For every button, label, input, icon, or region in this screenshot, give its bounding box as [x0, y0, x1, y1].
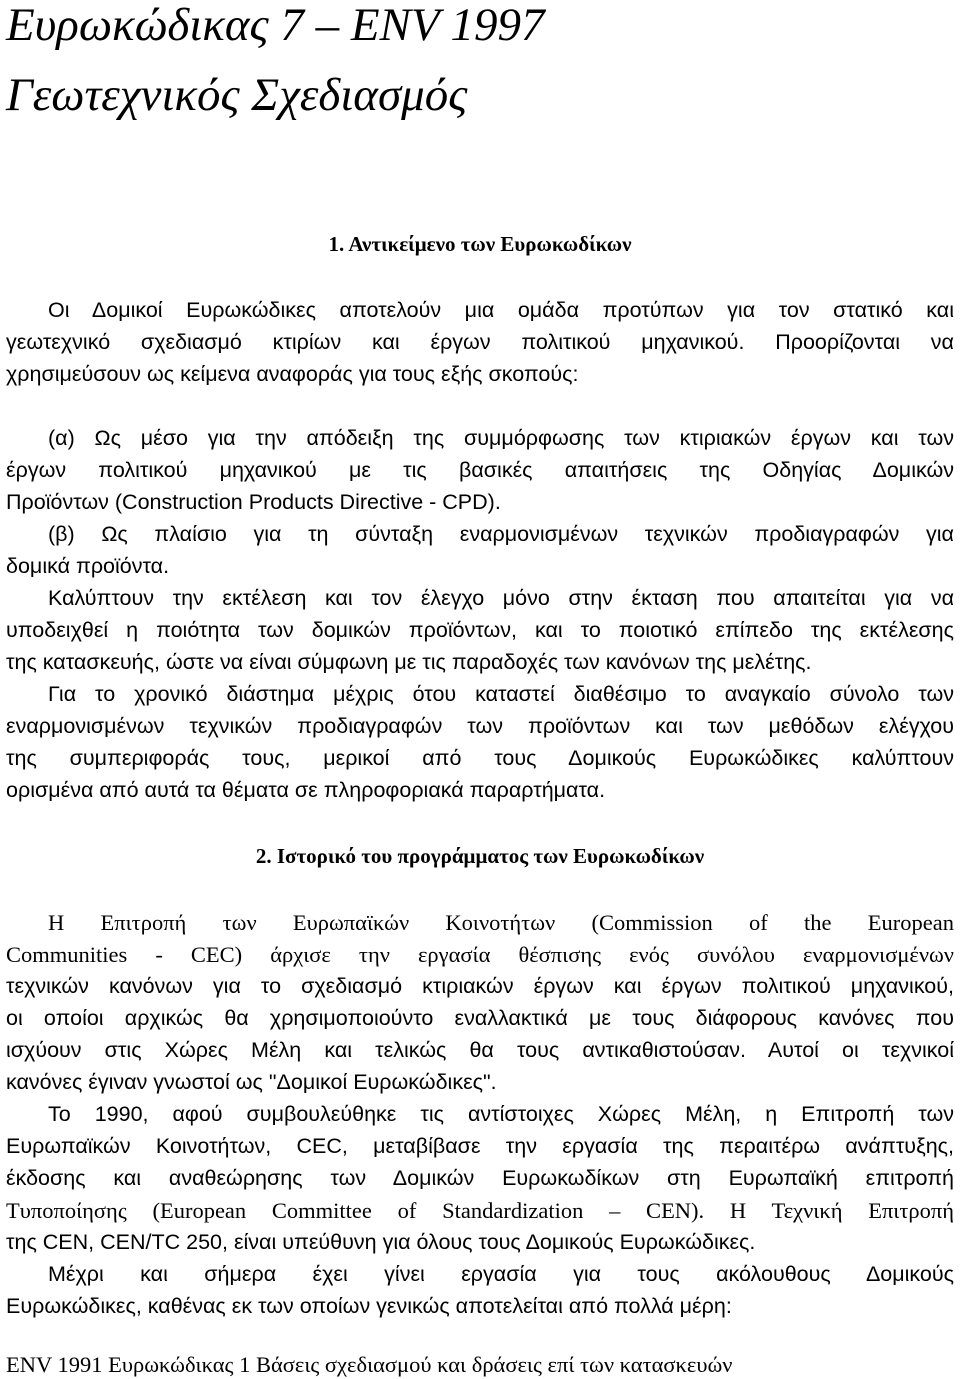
section-2-line-10: Τυποποίησης (European Committee of Standardization – CEN). Η Τεχνική Επιτροπή — [6, 1198, 954, 1223]
section-1-line-7: (β) Ως πλαίσιο για τη σύνταξη εναρμονισμένων τεχνικών προδιαγραφών για — [48, 522, 954, 546]
section-2-line-12: Μέχρι και σήμερα έχει γίνει εργασία για τους ακόλουθους Δομικούς — [48, 1262, 954, 1286]
section-1-line-9: Καλύπτουν την εκτέλεση και τον έλεγχο μόνο στην έκταση που απαιτείται για να — [48, 586, 954, 610]
section-2-line-6: κανόνες έγιναν γνωστοί ως "Δομικοί Ευρωκώδικες". — [6, 1070, 497, 1094]
section-2-line-11: της CEN, CEN/TC 250, είναι υπεύθυνη για όλους τους Δομικούς Ευρωκώδικες. — [6, 1230, 756, 1254]
section-1-heading: 1. Αντικείμενο των Ευρωκωδίκων — [328, 232, 632, 256]
section-2-line-9: έκδοσης και αναθεώρησης των Δομικών Ευρωκωδίκων στη Ευρωπαϊκή επιτροπή — [6, 1166, 954, 1190]
document-title-line-2: Γεωτεχνικός Σχεδιασμός — [6, 69, 468, 121]
section-1-line-1: Οι Δομικοί Ευρωκώδικες αποτελούν μια ομάδα προτύπων για τον στατικό και — [48, 298, 954, 322]
section-1-line-6: Προϊόντων (Construction Products Directive - CPD). — [6, 490, 501, 514]
section-1-line-10: υποδειχθεί η ποιότητα των δομικών προϊόντων, και το ποιοτικό επίπεδο της εκτέλεσης — [6, 618, 954, 642]
section-2-line-14: ENV 1991 Ευρωκώδικας 1 Βάσεις σχεδιασμού και δράσεις επί των κατασκευών — [6, 1352, 733, 1377]
document-title-line-1: Ευρωκώδικας 7 – ENV 1997 — [6, 0, 545, 51]
section-1-line-12: Για το χρονικό διάστημα μέχρις ότου καταστεί διαθέσιμο το αναγκαίο σύνολο των — [48, 682, 954, 706]
section-2-line-7: Το 1990, αφού συμβουλεύθηκε τις αντίστοιχες Χώρες Μέλη, η Επιτροπή των — [48, 1102, 954, 1126]
section-1-line-8: δομικά προϊόντα. — [6, 554, 170, 578]
section-1-line-2: γεωτεχνικό σχεδιασμό κτιρίων και έργων πολιτικού μηχανικού. Προορίζονται να — [6, 330, 954, 354]
section-1-line-5: έργων πολιτικού μηχανικού με τις βασικές απαιτήσεις της Οδηγίας Δομικών — [6, 458, 954, 482]
section-2-heading: 2. Ιστορικό του προγράμματος των Ευρωκωδίκων — [255, 844, 705, 868]
section-1-line-13: εναρμονισμένων τεχνικών προδιαγραφών των προϊόντων και των μεθόδων ελέγχου — [6, 714, 954, 738]
section-2-line-4: οι οποίοι αρχικώς θα χρησιμοποιούντο εναλλακτικά με τους διάφορους κανόνες που — [6, 1006, 954, 1030]
section-2-line-5: ισχύουν στις Χώρες Μέλη και τελικώς θα τους αντικαθιστούσαν. Αυτοί οι τεχνικοί — [6, 1038, 954, 1062]
section-1-line-15: ορισμένα από αυτά τα θέματα σε πληροφοριακά παραρτήματα. — [6, 778, 606, 802]
section-1-line-4: (α) Ως μέσο για την απόδειξη της συμμόρφωσης των κτιριακών έργων και των — [48, 426, 954, 450]
section-2-line-2: Communities - CEC) άρχισε την εργασία θέσπισης ενός συνόλου εναρμονισμένων — [6, 942, 954, 967]
section-2-line-13: Ευρωκώδικες, καθένας εκ των οποίων γενικώς αποτελείται από πολλά μέρη: — [6, 1294, 732, 1318]
section-1-line-11: της κατασκευής, ώστε να είναι σύμφωνη με τις παραδοχές των κανόνων της μελέτης. — [6, 650, 812, 674]
section-2-line-1: Η Επιτροπή των Ευρωπαϊκών Κοινοτήτων (Commission of the European — [48, 910, 954, 935]
section-2-line-8: Ευρωπαϊκών Κοινοτήτων, CEC, μεταβίβασε την εργασία της περαιτέρω ανάπτυξης, — [6, 1134, 954, 1158]
section-2-line-3: τεχνικών κανόνων για το σχεδιασμό κτιριακών έργων και έργων πολιτικού μηχανικού, — [6, 974, 954, 998]
section-1-line-3: χρησιμεύσουν ως κείμενα αναφοράς για τους εξής σκοπούς: — [6, 362, 579, 386]
section-1-line-14: της συμπεριφοράς τους, μερικοί από τους Δομικούς Ευρωκώδικες καλύπτουν — [6, 746, 954, 770]
